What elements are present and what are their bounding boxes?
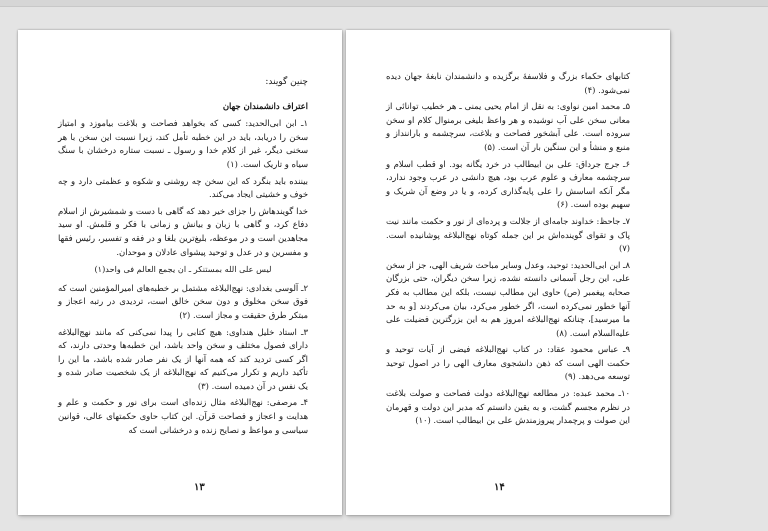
paragraph: ۴ـ مرصفی: نهج‌البلاغه مثال زنده‌ای است برای نور و حکمت و علم و هدایت و اعجاز و فصاحت قرآن. این کتاب حاوی حکمتهای عالی، قوانین سیاسی و مواعظ و نصایح زنده و درخشانی است که	[58, 397, 308, 435]
paragraph: بیننده باید بنگرد که این سخن چه روشنی و شکوه و عظمتی دارد و چه خوف و خشیتی ایجاد می‌کند.	[58, 175, 308, 200]
paragraph: ۹ـ عباس محمود عقاد: در کتاب نهج‌البلاغه فیضی از آیات توحید و حکمت الهی است که ذهن دانشجوی معارف الهی را در اصول توحید توسعه می‌دهد. (۹)	[386, 344, 630, 382]
paragraph: ۸ـ ابن ابی‌الحدید: توحید، وعدل وسایر مباحث شریف الهی، جز از سخن علی، این رجل آسمانی دانسته نشده، زیرا سخن دیگران، حتی بزرگان صحابه پیغمبر (ص) حاوی این مطالب نیست، بلکه این مطالب به فکر آنها خطور نمی‌کرده است، اگر خطور می‌کرد، بیان می‌کردند [و به حد ما میرسید]، چنانکه نهج‌البلاغه امروز هم به این بزرگترین فضیلت علی علیه‌السلام است. (۸)	[386, 259, 630, 338]
page-left-content	[58, 76, 308, 475]
book-page-left	[18, 30, 342, 515]
section-heading: اعتراف دانشمندان جهان	[222, 100, 308, 111]
paragraph: خدا گویندهاش را جزای خیر دهد که گاهی با دست و شمشیرش از اسلام دفاع کرد، و گاهی با زبان و بیانش و زمانی با فکر و قلمش. او سید مجاهدین است و در موعظه، بلیغ‌ترین بلغا و در فقه و تفسیر، رئیس فقها و مفسرین و در عدل و توحید پیشوای عادلان و موحدان.	[58, 205, 308, 257]
paragraph: ۱۰ـ محمد عبده: در مطالعه نهج‌البلاغه دولت فصاحت و صولت بلاغت در نظرم مجسم گشت، و به یقین دانستم که مدبر این دولت و قهرمان این صولت و پرچمدار پیروزمندش علی بن ابیطالب است. (۱۰)	[386, 388, 630, 426]
paragraph: ۲ـ آلوسی بغدادی: نهج‌البلاغه مشتمل بر خطبه‌های امیرالمؤمنین است که فوق سخن مخلوق و دون سخن خالق است، تردیدی در رتبه اعجاز و مبتکر طرق حقیقت و مجاز است. (۲)	[58, 282, 308, 320]
paragraph: ۳ـ استاد خلیل هنداوی: هیچ کتابی را پیدا نمی‌کنی که مانند نهج‌البلاغه دارای فصول مختلف و سخن واحد باشد، این خطبه‌ها وحدتی دارند، که اگر کسی تردید کند که همه آنها از یک نفر صادر شده باشد، ما این را تأکید داریم و تکرار می‌کنیم که نهج‌البلاغه از یک شخصیت صادر شده و یک نفس در آن دمیده است. (۳)	[58, 326, 308, 391]
page-right-content	[386, 70, 630, 475]
viewer-top-strip	[0, 0, 768, 7]
paragraph: ۶ـ جرج جرداق: علی بن ابیطالب در خرد یگانه بود. او قطب اسلام و سرچشمه معارف و علوم عرب بود، هیچ دانشی در عرب وجود ندارد، مگر آنکه اساسش را علی پایه‌گذاری کرده، و یا در وضع آن شریک و سهیم بوده است. (۶)	[386, 158, 630, 210]
paragraph: کتابهای حکماء بزرگ و فلاسفهٔ برگزیده و دانشمندان نابغهٔ جهان دیده نمی‌شود. (۴)	[386, 71, 630, 95]
book-page-right	[346, 30, 670, 515]
page-number: ۱۳	[194, 482, 205, 493]
paragraph: ۵ـ محمد امین نواوی: به نقل از امام یحیی یمنی ـ هر خطیب توانائی از معانی سخن علی آب نوشیده و هر واعظ بلیغی برمنوال کلام او سخن سروده است. علی آبشخور فصاحت و بلاغت، سرچشمه و باراننداز و منبع و منشأ و این سنگین بار آن است. (۵)	[386, 101, 630, 152]
verse-line: لیس علی الله بمستنکر ـ ان یجمع العالم فی واحد(۱)	[94, 264, 272, 275]
paragraph: ۱ـ ابن ابی‌الحدید: کسی که بخواهد فصاحت و بلاغت بیاموزد و امتیاز سخن را دریابد، باید در این خطبه تأمل کند، زیرا نسبت این سخن با هر سخنی دیگر، غیر از کلام خدا و رسول ـ نسبت ستاره درخشان با سنگ سیاه و تاریک است. (۱)	[58, 118, 308, 169]
paragraph: ۷ـ جاحظ: خداوند جامه‌ای از جلالت و پرده‌ای از نور و حکمت مانند نیت پاک و تقوای گوینده‌اش بر این جمله کوتاه نهج‌البلاغه پوشانیده است. (۷)	[386, 215, 630, 254]
intro-line: چنین گویند:	[265, 77, 308, 87]
page-number: ۱۴	[494, 482, 505, 493]
